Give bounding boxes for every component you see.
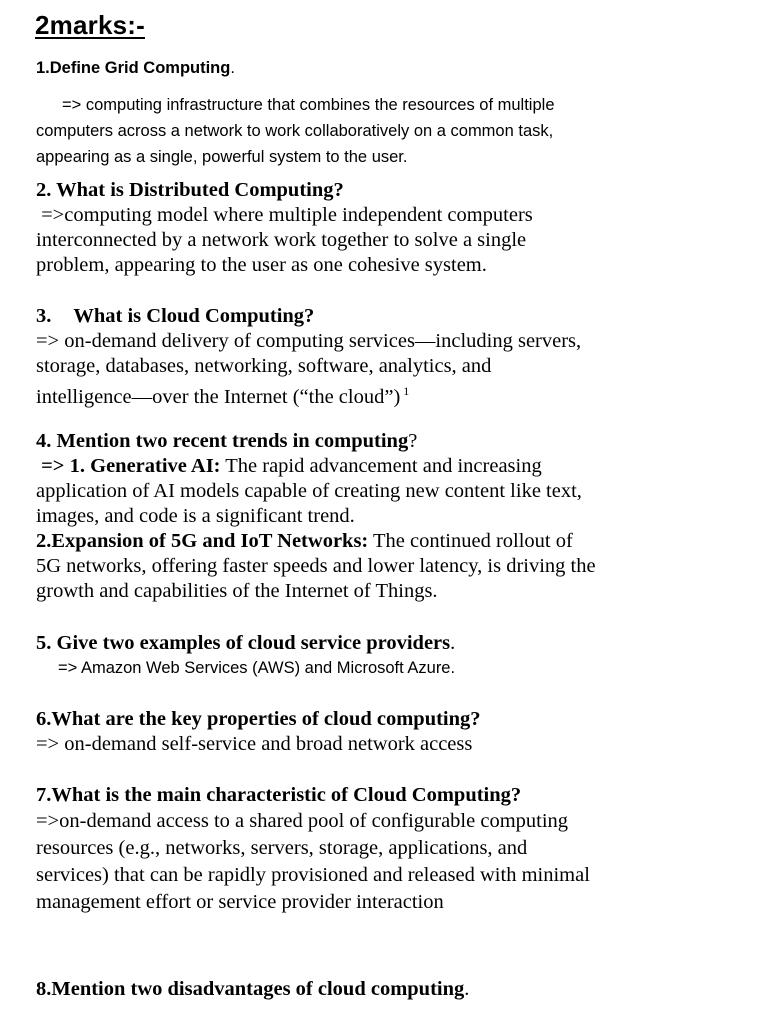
- trend-2-line: [36, 529, 706, 554]
- answer-line: intelligence—over the Internet (“the cloud”): [36, 386, 401, 408]
- page-heading: 2marks:-: [35, 10, 145, 40]
- answer-line: => on-demand delivery of computing services—including servers,: [36, 330, 582, 352]
- question-5-title-text: 5. Give two examples of cloud service providers: [36, 632, 451, 654]
- answer-line: problem, appearing to the user as one cohesive system.: [36, 254, 487, 276]
- trend-2-label: 2.Expansion of 5G and IoT Networks:: [36, 530, 369, 552]
- question-6-answer: => on-demand self-service and broad network access: [36, 733, 473, 755]
- answer-line: storage, databases, networking, software, analytics, and: [36, 355, 492, 377]
- answer-line: resources (e.g., networks, servers, storage, applications, and: [36, 837, 528, 859]
- question-5-block: [36, 631, 706, 681]
- question-7-block: [36, 783, 706, 916]
- question-3-title-text: What is Cloud Computing?: [73, 305, 315, 327]
- question-8-title-end: .: [464, 978, 470, 1000]
- answer-line: =>computing model where multiple independent computers: [36, 204, 533, 226]
- question-8-title: [36, 977, 706, 1002]
- answer-line: growth and capabilities of the Internet of Things.: [36, 580, 438, 602]
- question-4-title-text: 4. Mention two recent trends in computing: [36, 430, 409, 452]
- question-8-block: [36, 977, 706, 1002]
- question-4-title: [36, 429, 706, 454]
- question-1-title-dot: .: [230, 59, 235, 77]
- question-4-title-end: ?: [408, 430, 418, 452]
- answer-line: computers across a network to work collaboratively on a common task,: [36, 122, 554, 140]
- question-6-block: [36, 707, 706, 757]
- question-3-block: [36, 304, 706, 410]
- trend-2-text: The continued rollout of: [368, 530, 573, 552]
- trend-1-line: [36, 454, 706, 479]
- answer-line: services) that can be rapidly provisioned and released with minimal: [36, 864, 590, 886]
- trend-1-label: 1. Generative AI:: [69, 455, 221, 477]
- answer-line: interconnected by a network work together to solve a single: [36, 229, 527, 251]
- trend-1-prefix: =>: [36, 455, 70, 477]
- question-1-title: [36, 59, 235, 78]
- answer-line: => computing infrastructure that combines the resources of multiple: [62, 96, 555, 114]
- answer-line: management effort or service provider interaction: [36, 891, 444, 913]
- question-1-answer: [36, 92, 676, 170]
- footnote-marker: 1: [403, 384, 410, 398]
- question-5-title: [36, 631, 706, 656]
- question-5-title-end: .: [450, 632, 456, 654]
- question-1-title-text: 1.Define Grid Computing: [36, 59, 231, 77]
- question-3-number: 3.: [36, 305, 52, 327]
- question-2-title: 2. What is Distributed Computing?: [36, 179, 344, 201]
- question-8-title-text: 8.Mention two disadvantages of cloud computing: [36, 978, 465, 1000]
- question-6-title: 6.What are the key properties of cloud computing?: [36, 708, 481, 730]
- question-4-block: [36, 429, 706, 604]
- question-2-block: [36, 178, 706, 278]
- question-5-answer: => Amazon Web Services (AWS) and Microsoft Azure.: [58, 659, 456, 677]
- trend-1-text: The rapid advancement and increasing: [220, 455, 542, 477]
- question-3-title: [36, 304, 706, 329]
- answer-line: =>on-demand access to a shared pool of configurable computing: [36, 810, 569, 832]
- answer-line-with-footnote: [36, 379, 706, 410]
- answer-line: application of AI models capable of creating new content like text,: [36, 480, 582, 502]
- question-7-title: 7.What is the main characteristic of Cloud Computing?: [36, 784, 522, 806]
- answer-line: appearing as a single, powerful system to the user.: [36, 148, 408, 166]
- answer-line: images, and code is a significant trend.: [36, 505, 355, 527]
- answer-line: 5G networks, offering faster speeds and lower latency, is driving the: [36, 555, 596, 577]
